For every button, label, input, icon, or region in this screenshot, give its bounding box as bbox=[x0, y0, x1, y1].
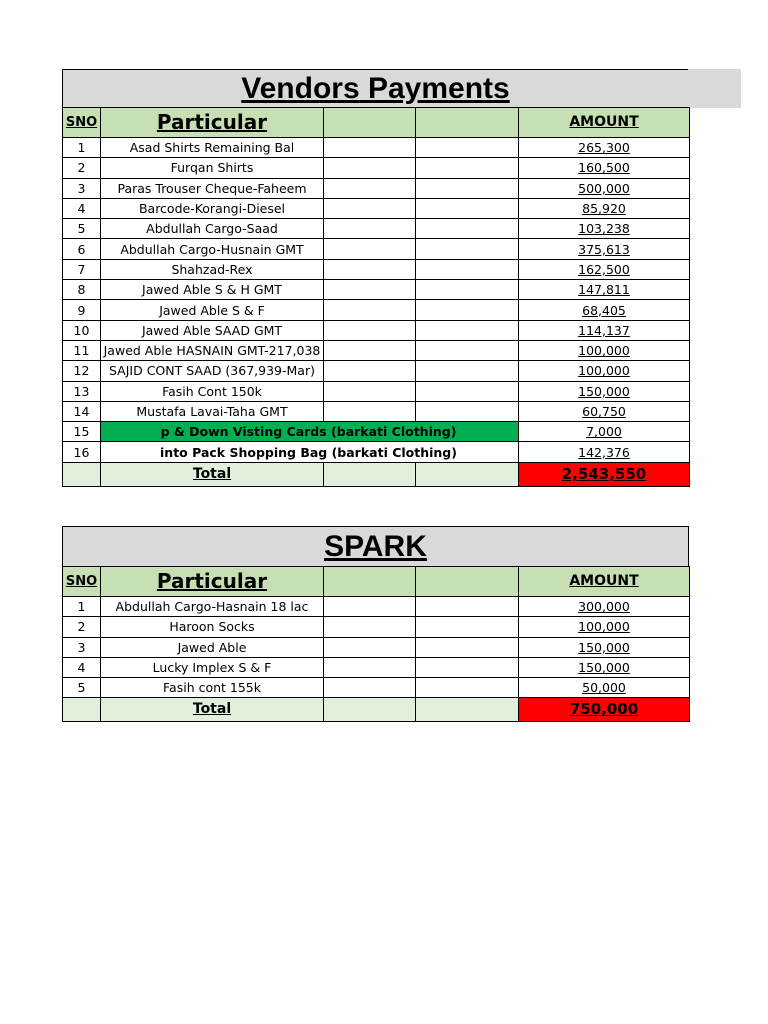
amount-cell[interactable]: 500,000 bbox=[519, 178, 690, 198]
particular-cell[interactable]: Barcode-Korangi-Diesel bbox=[101, 198, 324, 218]
empty-cell[interactable] bbox=[324, 340, 416, 360]
amount-cell[interactable]: 150,000 bbox=[519, 657, 690, 677]
table-row bbox=[63, 597, 690, 617]
empty-cell[interactable] bbox=[324, 320, 416, 340]
table-row bbox=[63, 178, 690, 198]
empty-cell[interactable] bbox=[324, 280, 416, 300]
particular-cell[interactable]: Jawed Able bbox=[101, 637, 324, 657]
empty-cell[interactable] bbox=[416, 280, 519, 300]
amount-cell[interactable]: 100,000 bbox=[519, 340, 690, 360]
empty-cell[interactable] bbox=[416, 178, 519, 198]
empty-cell[interactable] bbox=[416, 239, 519, 259]
particular-header[interactable]: Particular bbox=[101, 567, 324, 597]
empty-cell[interactable] bbox=[324, 178, 416, 198]
empty-cell[interactable] bbox=[416, 300, 519, 320]
amount-cell[interactable]: 300,000 bbox=[519, 597, 690, 617]
table-row bbox=[63, 381, 690, 401]
empty-cell[interactable] bbox=[416, 320, 519, 340]
header-row bbox=[63, 108, 690, 138]
amount-cell[interactable]: 50,000 bbox=[519, 678, 690, 698]
particular-cell[interactable] bbox=[101, 442, 519, 462]
particular-cell[interactable]: Jawed Able SAAD GMT bbox=[101, 320, 324, 340]
particular-cell[interactable]: Furqan Shirts bbox=[101, 158, 324, 178]
empty-cell[interactable] bbox=[416, 698, 519, 722]
table-row bbox=[63, 637, 690, 657]
sno-cell[interactable]: 4 bbox=[63, 198, 101, 218]
sno-cell[interactable]: 2 bbox=[63, 158, 101, 178]
empty-cell[interactable] bbox=[324, 637, 416, 657]
empty-cell[interactable] bbox=[324, 462, 416, 486]
sno-cell[interactable]: 13 bbox=[63, 381, 101, 401]
sno-cell[interactable]: 9 bbox=[63, 300, 101, 320]
table-row bbox=[63, 219, 690, 239]
total-value[interactable]: 750,000 bbox=[519, 698, 690, 722]
particular-text: p & Down Visting Cards (barkati Clothing) bbox=[160, 424, 457, 440]
particular-text-wrap bbox=[101, 443, 518, 462]
particular-cell[interactable]: Jawed Able S & H GMT bbox=[101, 280, 324, 300]
empty-cell[interactable] bbox=[416, 381, 519, 401]
particular-cell[interactable]: SAJID CONT SAAD (367,939-Mar) bbox=[101, 361, 324, 381]
amount-cell[interactable]: 100,000 bbox=[519, 361, 690, 381]
particular-cell[interactable]: Shahzad-Rex bbox=[101, 259, 324, 279]
particular-cell[interactable]: Abdullah Cargo-Saad bbox=[101, 219, 324, 239]
empty-cell[interactable] bbox=[416, 219, 519, 239]
particular-cell[interactable]: Paras Trouser Cheque-Faheem bbox=[101, 178, 324, 198]
table-row bbox=[63, 340, 690, 360]
sno-cell[interactable]: 15 bbox=[63, 422, 101, 442]
table-row bbox=[63, 442, 690, 462]
amount-cell[interactable]: 103,238 bbox=[519, 219, 690, 239]
particular-cell[interactable]: Mustafa Lavai-Taha GMT bbox=[101, 401, 324, 421]
empty-cell[interactable] bbox=[324, 219, 416, 239]
table-row bbox=[63, 657, 690, 677]
empty-cell[interactable] bbox=[416, 108, 519, 138]
empty-cell[interactable] bbox=[324, 138, 416, 158]
table-row bbox=[63, 320, 690, 340]
header-row bbox=[63, 567, 690, 597]
empty-cell[interactable] bbox=[63, 698, 101, 722]
empty-cell[interactable] bbox=[416, 259, 519, 279]
particular-cell[interactable]: Haroon Socks bbox=[101, 617, 324, 637]
particular-cell[interactable]: Jawed Able S & F bbox=[101, 300, 324, 320]
empty-cell[interactable] bbox=[416, 617, 519, 637]
sno-cell[interactable]: 1 bbox=[63, 138, 101, 158]
amount-cell[interactable]: 60,750 bbox=[519, 401, 690, 421]
empty-cell[interactable] bbox=[416, 637, 519, 657]
particular-header[interactable]: Particular bbox=[101, 108, 324, 138]
table-row bbox=[63, 617, 690, 637]
amount-cell[interactable]: 114,137 bbox=[519, 320, 690, 340]
amount-cell[interactable]: 100,000 bbox=[519, 617, 690, 637]
particular-text: into Pack Shopping Bag (barkati Clothing) bbox=[160, 444, 457, 460]
empty-cell[interactable] bbox=[324, 300, 416, 320]
sno-cell[interactable]: 3 bbox=[63, 178, 101, 198]
empty-cell[interactable] bbox=[416, 462, 519, 486]
empty-cell[interactable] bbox=[416, 340, 519, 360]
amount-cell[interactable]: 150,000 bbox=[519, 381, 690, 401]
sno-cell[interactable]: 5 bbox=[63, 678, 101, 698]
empty-cell[interactable] bbox=[324, 158, 416, 178]
empty-cell[interactable] bbox=[324, 401, 416, 421]
empty-cell[interactable] bbox=[324, 597, 416, 617]
particular-cell[interactable]: Lucky Implex S & F bbox=[101, 657, 324, 677]
total-row bbox=[63, 462, 690, 486]
particular-cell[interactable]: Fasih Cont 150k bbox=[101, 381, 324, 401]
empty-cell[interactable] bbox=[324, 361, 416, 381]
particular-cell[interactable] bbox=[101, 422, 519, 442]
empty-cell[interactable] bbox=[324, 698, 416, 722]
sno-cell[interactable]: 7 bbox=[63, 259, 101, 279]
empty-cell[interactable] bbox=[416, 198, 519, 218]
sno-header[interactable]: SNO bbox=[63, 108, 101, 138]
table-row bbox=[63, 422, 690, 442]
title-fill-extension bbox=[688, 69, 741, 108]
empty-cell[interactable] bbox=[324, 108, 416, 138]
amount-cell[interactable]: 265,300 bbox=[519, 138, 690, 158]
empty-cell[interactable] bbox=[324, 198, 416, 218]
amount-cell[interactable]: 85,920 bbox=[519, 198, 690, 218]
empty-cell[interactable] bbox=[416, 678, 519, 698]
amount-cell[interactable]: 142,376 bbox=[519, 442, 690, 462]
empty-cell[interactable] bbox=[416, 138, 519, 158]
empty-cell[interactable] bbox=[416, 657, 519, 677]
sno-header[interactable]: SNO bbox=[63, 567, 101, 597]
empty-cell[interactable] bbox=[324, 567, 416, 597]
particular-text-wrap bbox=[101, 422, 518, 441]
spark-table bbox=[62, 566, 690, 722]
sno-cell[interactable]: 14 bbox=[63, 401, 101, 421]
sno-cell[interactable]: 4 bbox=[63, 657, 101, 677]
amount-cell[interactable]: 150,000 bbox=[519, 637, 690, 657]
sno-cell[interactable]: 8 bbox=[63, 280, 101, 300]
table-row bbox=[63, 239, 690, 259]
sno-cell[interactable]: 5 bbox=[63, 219, 101, 239]
empty-cell[interactable] bbox=[324, 239, 416, 259]
empty-cell[interactable] bbox=[324, 381, 416, 401]
total-label[interactable]: Total bbox=[101, 462, 324, 486]
amount-cell[interactable]: 147,811 bbox=[519, 280, 690, 300]
table-row bbox=[63, 138, 690, 158]
empty-cell[interactable] bbox=[324, 678, 416, 698]
empty-cell[interactable] bbox=[416, 158, 519, 178]
vendors-payments-table bbox=[62, 107, 690, 487]
table-row bbox=[63, 300, 690, 320]
sno-cell[interactable]: 12 bbox=[63, 361, 101, 381]
empty-cell[interactable] bbox=[324, 657, 416, 677]
sno-cell[interactable]: 1 bbox=[63, 597, 101, 617]
sno-cell[interactable]: 3 bbox=[63, 637, 101, 657]
empty-cell[interactable] bbox=[324, 259, 416, 279]
amount-header[interactable]: AMOUNT bbox=[519, 108, 690, 138]
amount-cell[interactable]: 160,500 bbox=[519, 158, 690, 178]
particular-cell[interactable]: Abdullah Cargo-Husnain GMT bbox=[101, 239, 324, 259]
table-row bbox=[63, 401, 690, 421]
table-row bbox=[63, 280, 690, 300]
empty-cell[interactable] bbox=[416, 361, 519, 381]
table-row bbox=[63, 259, 690, 279]
total-label[interactable]: Total bbox=[101, 698, 324, 722]
sno-cell[interactable]: 10 bbox=[63, 320, 101, 340]
spark-title: SPARK bbox=[62, 526, 689, 567]
total-value[interactable]: 2,543,550 bbox=[519, 462, 690, 486]
amount-header[interactable]: AMOUNT bbox=[519, 567, 690, 597]
amount-cell[interactable]: 162,500 bbox=[519, 259, 690, 279]
particular-cell[interactable]: Fasih cont 155k bbox=[101, 678, 324, 698]
sno-cell[interactable]: 6 bbox=[63, 239, 101, 259]
amount-cell[interactable]: 375,613 bbox=[519, 239, 690, 259]
table-row bbox=[63, 678, 690, 698]
empty-cell[interactable] bbox=[324, 617, 416, 637]
empty-cell[interactable] bbox=[416, 597, 519, 617]
particular-cell[interactable]: Asad Shirts Remaining Bal bbox=[101, 138, 324, 158]
total-row bbox=[63, 698, 690, 722]
table-row bbox=[63, 158, 690, 178]
amount-cell[interactable]: 7,000 bbox=[519, 422, 690, 442]
empty-cell[interactable] bbox=[63, 462, 101, 486]
table-row bbox=[63, 361, 690, 381]
sno-cell[interactable]: 2 bbox=[63, 617, 101, 637]
empty-cell[interactable] bbox=[416, 401, 519, 421]
particular-cell[interactable]: Abdullah Cargo-Hasnain 18 lac bbox=[101, 597, 324, 617]
sno-cell[interactable]: 11 bbox=[63, 340, 101, 360]
empty-cell[interactable] bbox=[416, 567, 519, 597]
particular-cell[interactable]: Jawed Able HASNAIN GMT-217,038 bbox=[101, 340, 324, 360]
sno-cell[interactable]: 16 bbox=[63, 442, 101, 462]
vendors-payments-title: Vendors Payments bbox=[62, 69, 689, 108]
amount-cell[interactable]: 68,405 bbox=[519, 300, 690, 320]
table-row bbox=[63, 198, 690, 218]
